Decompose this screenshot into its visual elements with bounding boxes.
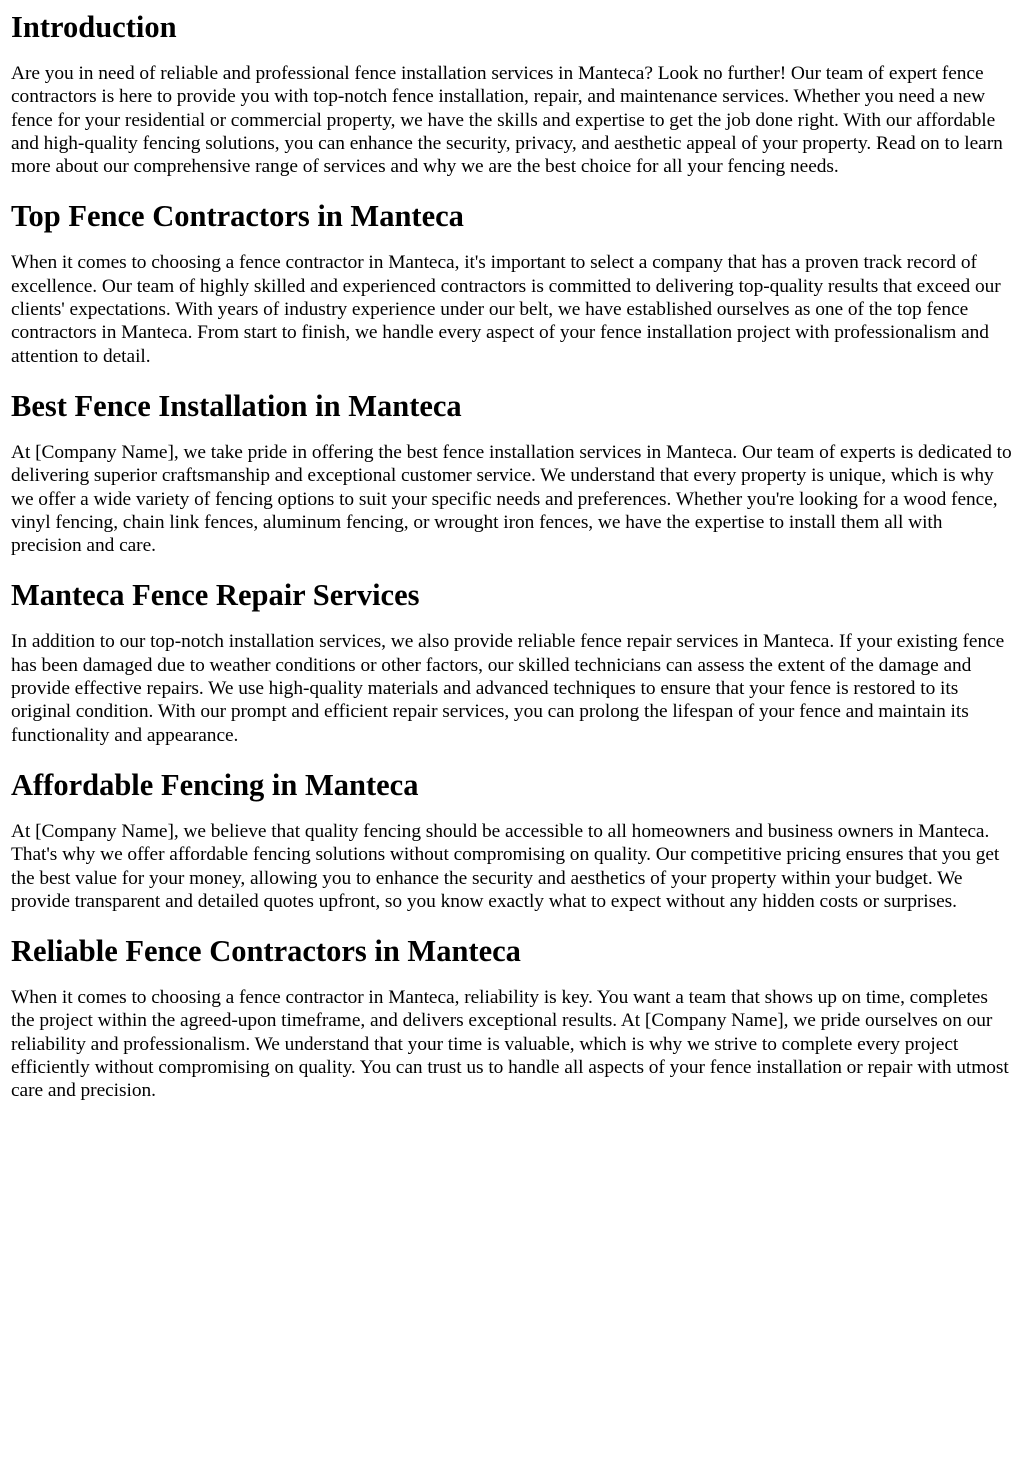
section-paragraph: Are you in need of reliable and professional fence installation services in Manteca? Look no further! Our team of expert fence contractors is here to provide you with top-notch fence installation, repair, and maintenance services. Whether you need a new fence for your residential or commercial property, we have the skills and expertise to get the job done right. With our affordable and high-quality fencing solutions, you can enhance the security, privacy, and aesthetic appeal of your property. Read on to learn more about our comprehensive range of services and why we are the best choice for all your fencing needs.	[11, 63, 1003, 178]
section-paragraph: When it comes to choosing a fence contractor in Manteca, reliability is key. You want a team that shows up on time, completes the project within the agreed-upon timeframe, and delivers exceptional results. At [Company Name], we pride ourselves on our reliability and professionalism. We understand that your time is valuable, which is why we strive to complete every project efficiently without compromising on quality. You can trust us to handle all aspects of your fence installation or repair with utmost care and precision.	[11, 987, 1009, 1102]
section-best-fence-installation	[11, 388, 1014, 557]
section-introduction	[11, 9, 1014, 178]
section-top-fence-contractors	[11, 198, 1014, 367]
section-paragraph: At [Company Name], we believe that quality fencing should be accessible to all homeowners and business owners in Manteca. That's why we offer affordable fencing solutions without compromising on quality. Our competitive pricing ensures that you get the best value for your money, allowing you to enhance the security and aesthetics of your property within your budget. We provide transparent and detailed quotes upfront, so you know exactly what to expect without any hidden costs or surprises.	[11, 820, 1000, 912]
section-heading: Manteca Fence Repair Services	[11, 578, 420, 613]
section-affordable-fencing	[11, 767, 1014, 913]
section-heading: Affordable Fencing in Manteca	[11, 767, 419, 802]
section-heading: Best Fence Installation in Manteca	[11, 388, 462, 423]
section-heading: Introduction	[11, 10, 177, 44]
section-paragraph: When it comes to choosing a fence contractor in Manteca, it's important to select a company that has a proven track record of excellence. Our team of highly skilled and experienced contractors is committed to delivering top-quality results that exceed our clients' expectations. With years of industry experience under our belt, we have established ourselves as one of the top fence contractors in Manteca. From start to finish, we handle every aspect of your fence installation project with professionalism and attention to detail.	[11, 252, 1001, 367]
section-fence-repair-services	[11, 577, 1014, 746]
section-reliable-fence-contractors	[11, 933, 1014, 1102]
section-heading: Reliable Fence Contractors in Manteca	[11, 934, 521, 969]
section-paragraph: In addition to our top-notch installation services, we also provide reliable fence repair services in Manteca. If your existing fence has been damaged due to weather conditions or other factors, our skilled technicians can assess the extent of the damage and provide effective repairs. We use high-quality materials and advanced techniques to ensure that your fence is restored to its original condition. With our prompt and efficient repair services, you can prolong the lifespan of your fence and maintain its functionality and appearance.	[11, 631, 1005, 746]
section-paragraph: At [Company Name], we take pride in offering the best fence installation services in Manteca. Our team of experts is dedicated to delivering superior craftsmanship and exceptional customer service. We understand that every property is unique, which is why we offer a wide variety of fencing options to suit your specific needs and preferences. Whether you're looking for a wood fence, vinyl fencing, chain link fences, aluminum fencing, or wrought iron fences, we have the expertise to install them all with precision and care.	[11, 441, 1012, 557]
section-heading: Top Fence Contractors in Manteca	[11, 199, 464, 234]
document-page	[0, 9, 1024, 1103]
